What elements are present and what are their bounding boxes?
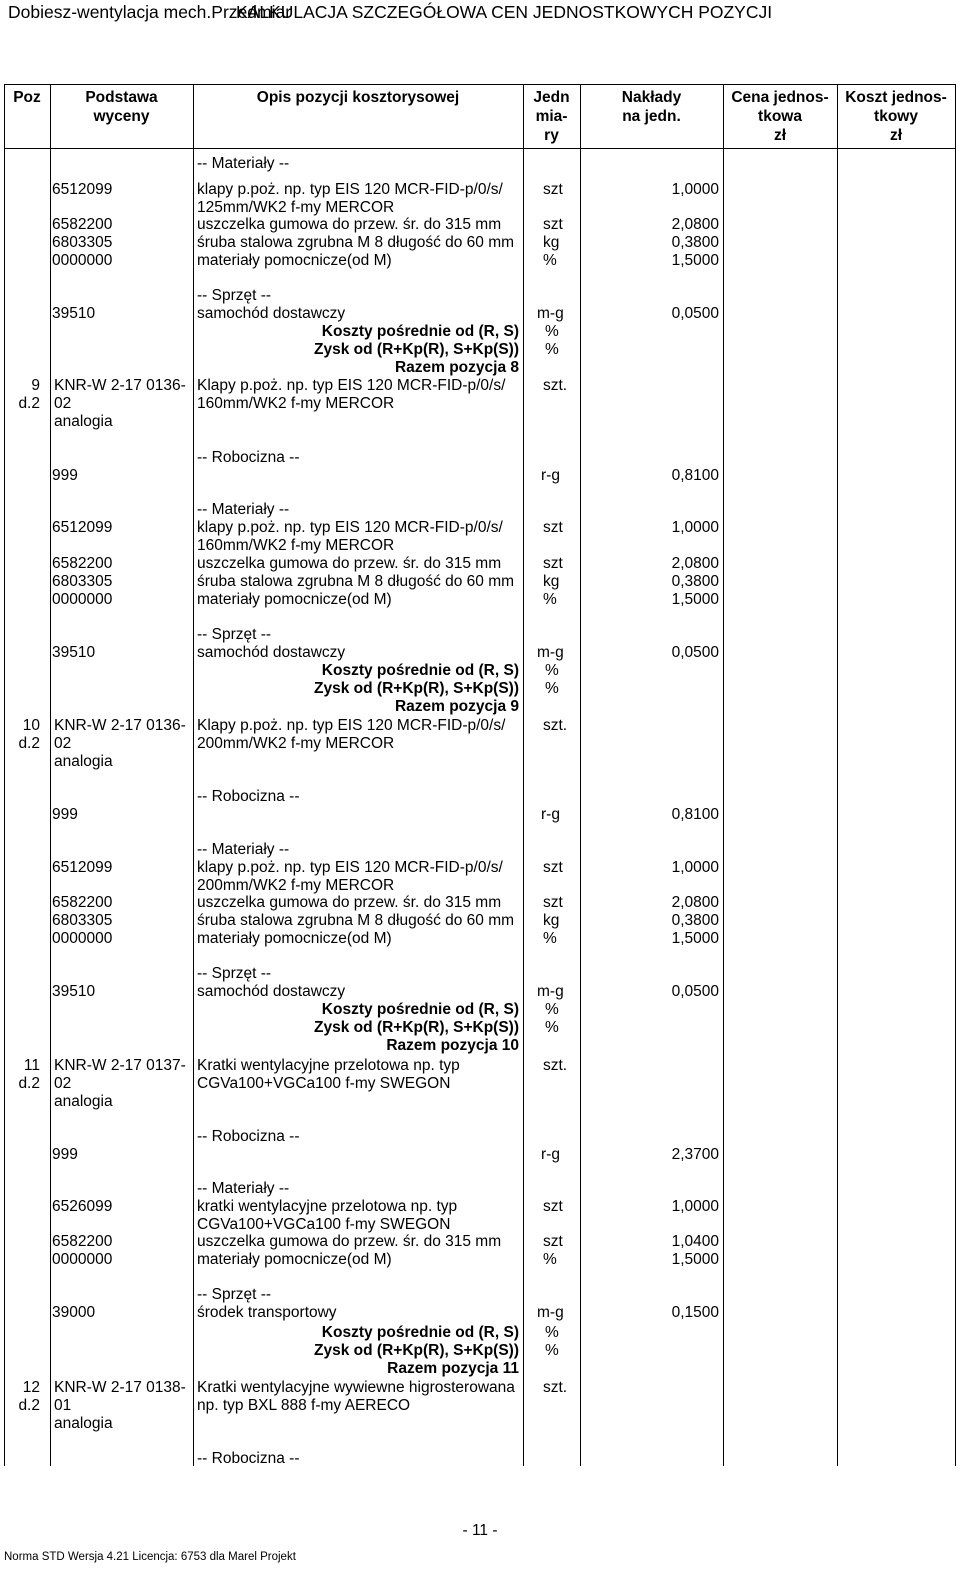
basis-code: 6526099 (52, 1198, 113, 1215)
basis-code: 6512099 (52, 859, 113, 876)
description: uszczelka gumowa do przew. śr. do 315 mm (197, 216, 502, 233)
basis-code: KNR-W 2-17 0136- (54, 717, 186, 734)
description: klapy p.poż. np. typ EIS 120 MCR-FID-p/0/s/ (197, 181, 503, 198)
basis-code: 6582200 (52, 555, 113, 572)
position-number: 9 (31, 377, 40, 394)
unit: szt. (543, 1057, 568, 1074)
quantity: 2,3700 (671, 1146, 719, 1163)
description: -- Materiały -- (197, 155, 290, 172)
description: samochód dostawczy (197, 644, 346, 661)
unit: szt. (543, 717, 568, 734)
basis-code: analogia (54, 753, 113, 770)
position-number: 10 (22, 717, 40, 734)
summary-label: Zysk od (R+Kp(R), S+Kp(S)) (314, 1019, 519, 1036)
header-bottom-border (4, 148, 956, 149)
description: Klapy p.poż. np. typ EIS 120 MCR-FID-p/0/s/ (197, 377, 506, 394)
header-jedn-line1: Jedn (533, 89, 570, 106)
unit: szt (543, 1233, 563, 1250)
description: Kratki wentylacyjne przelotowa np. typ (197, 1057, 460, 1074)
unit: % (543, 1251, 557, 1268)
description: uszczelka gumowa do przew. śr. do 315 mm (197, 1233, 502, 1250)
quantity: 1,0000 (671, 859, 719, 876)
description: środek transportowy (197, 1304, 337, 1321)
summary-label: Zysk od (R+Kp(R), S+Kp(S)) (314, 1342, 519, 1359)
unit: % (545, 1019, 559, 1036)
basis-code: KNR-W 2-17 0136- (54, 377, 186, 394)
basis-code: 6803305 (52, 234, 113, 251)
basis-code: KNR-W 2-17 0138- (54, 1379, 186, 1396)
quantity: 1,0000 (671, 181, 719, 198)
unit: m-g (537, 1304, 564, 1321)
description: -- Sprzęt -- (197, 1286, 272, 1303)
quantity: 0,0500 (671, 983, 719, 1000)
unit: % (545, 680, 559, 697)
description: uszczelka gumowa do przew. śr. do 315 mm (197, 894, 502, 911)
col-border (837, 84, 838, 1466)
summary-label: Koszty pośrednie od (R, S) (321, 662, 519, 679)
description: -- Sprzęt -- (197, 965, 272, 982)
header-podstawa-line2: wyceny (93, 108, 150, 125)
description: -- Sprzęt -- (197, 287, 272, 304)
unit: szt (543, 181, 563, 198)
unit: szt (543, 216, 563, 233)
document-title (8, 1, 773, 23)
header-jedn (523, 88, 580, 145)
description: CGVa100+VGCa100 f-my SWEGON (197, 1075, 451, 1092)
description: materiały pomocnicze(od M) (197, 252, 392, 269)
quantity: 1,5000 (671, 1251, 719, 1268)
description: śruba stalowa zgrubna M 8 długość do 60 mm (197, 912, 515, 929)
unit: kg (543, 912, 560, 929)
basis-code: 02 (54, 1075, 72, 1092)
basis-code: 6582200 (52, 1233, 113, 1250)
position-number: d.2 (18, 1075, 40, 1092)
col-border (523, 84, 524, 1466)
unit: % (543, 930, 557, 947)
quantity: 0,8100 (671, 467, 719, 484)
header-cena-line1: Cena jednos- (731, 89, 829, 106)
table-top-border (4, 84, 956, 85)
basis-code: 6803305 (52, 912, 113, 929)
header-cena-line3: zł (773, 127, 787, 144)
quantity: 0,3800 (671, 234, 719, 251)
description: 160mm/WK2 f-my MERCOR (197, 537, 395, 554)
unit: szt (543, 519, 563, 536)
position-number: d.2 (18, 735, 40, 752)
quantity: 2,0800 (671, 894, 719, 911)
description: -- Sprzęt -- (197, 626, 272, 643)
unit: szt (543, 894, 563, 911)
basis-code: 02 (54, 395, 72, 412)
col-border (723, 84, 724, 1466)
description: 160mm/WK2 f-my MERCOR (197, 395, 395, 412)
quantity: 1,0000 (671, 519, 719, 536)
page-number: - 11 - (462, 1522, 498, 1539)
basis-code: 6582200 (52, 894, 113, 911)
unit: szt (543, 555, 563, 572)
col-border (955, 84, 956, 1466)
summary-label: Razem pozycja 11 (387, 1360, 519, 1377)
quantity: 0,3800 (671, 573, 719, 590)
unit: kg (543, 573, 560, 590)
unit: % (545, 323, 559, 340)
summary-label: Koszty pośrednie od (R, S) (321, 1324, 519, 1341)
unit: m-g (537, 644, 564, 661)
basis-code: 999 (52, 806, 78, 823)
description: -- Robocizna -- (197, 1128, 300, 1145)
position-number: d.2 (18, 395, 40, 412)
description: -- Materiały -- (197, 841, 290, 858)
description: śruba stalowa zgrubna M 8 długość do 60 mm (197, 234, 515, 251)
header-jedn-line3: ry (544, 127, 559, 144)
description: materiały pomocnicze(od M) (197, 591, 392, 608)
description: -- Materiały -- (197, 501, 290, 518)
header-cena (723, 88, 837, 145)
quantity: 1,5000 (671, 930, 719, 947)
basis-code: 39510 (52, 983, 96, 1000)
basis-code: 6582200 (52, 216, 113, 233)
header-poz: Poz (13, 89, 41, 106)
unit: szt (543, 1198, 563, 1215)
header-jedn-line2: mia- (535, 108, 568, 125)
unit: r-g (541, 467, 560, 484)
basis-code: 999 (52, 467, 78, 484)
description: 200mm/WK2 f-my MERCOR (197, 735, 395, 752)
title-left: Dobiesz-wentylacja mech.Przedmiar (8, 2, 292, 22)
description: klapy p.poż. np. typ EIS 120 MCR-FID-p/0/s/ (197, 859, 503, 876)
basis-code: 0000000 (52, 591, 113, 608)
basis-code: 0000000 (52, 930, 113, 947)
basis-code: 6512099 (52, 519, 113, 536)
header-opis: Opis pozycji kosztorysowej (256, 89, 460, 106)
unit: % (545, 1001, 559, 1018)
title-right: KALKULACJA SZCZEGÓŁOWA CEN JEDNOSTKOWYCH POZYCJI (236, 2, 773, 22)
description: 200mm/WK2 f-my MERCOR (197, 877, 395, 894)
unit: % (545, 1342, 559, 1359)
description: kratki wentylacyjne przelotowa np. typ (197, 1198, 458, 1215)
unit: m-g (537, 305, 564, 322)
description: śruba stalowa zgrubna M 8 długość do 60 mm (197, 573, 515, 590)
header-naklady (580, 88, 723, 126)
quantity: 2,0800 (671, 555, 719, 572)
position-number: 12 (22, 1379, 40, 1396)
quantity: 1,0000 (671, 1198, 719, 1215)
quantity: 0,1500 (671, 1304, 719, 1321)
basis-code: 999 (52, 1146, 78, 1163)
description: Kratki wentylacyjne wywiewne higrosterowana (197, 1379, 515, 1396)
quantity: 1,0400 (671, 1233, 719, 1250)
basis-code: 39510 (52, 305, 96, 322)
quantity: 0,3800 (671, 912, 719, 929)
quantity: 0,8100 (671, 806, 719, 823)
position-number: d.2 (18, 1397, 40, 1414)
description: -- Robocizna -- (197, 449, 300, 466)
unit: m-g (537, 983, 564, 1000)
summary-label: Koszty pośrednie od (R, S) (321, 1001, 519, 1018)
basis-code: KNR-W 2-17 0137- (54, 1057, 186, 1074)
description: Klapy p.poż. np. typ EIS 120 MCR-FID-p/0/s/ (197, 717, 506, 734)
quantity: 0,0500 (671, 644, 719, 661)
basis-code: analogia (54, 413, 113, 430)
summary-label: Zysk od (R+Kp(R), S+Kp(S)) (314, 680, 519, 697)
header-koszt-line3: zł (889, 127, 903, 144)
description: np. typ BXL 888 f-my AERECO (197, 1397, 411, 1414)
description: uszczelka gumowa do przew. śr. do 315 mm (197, 555, 502, 572)
quantity: 1,5000 (671, 252, 719, 269)
description: samochód dostawczy (197, 305, 346, 322)
quantity: 2,0800 (671, 216, 719, 233)
col-border (193, 84, 194, 1466)
basis-code: 0000000 (52, 252, 113, 269)
header-koszt (837, 88, 955, 145)
unit: szt. (543, 1379, 568, 1396)
unit: r-g (541, 1146, 560, 1163)
summary-label: Razem pozycja 10 (386, 1037, 519, 1054)
basis-code: analogia (54, 1093, 113, 1110)
description: samochód dostawczy (197, 983, 346, 1000)
summary-label: Razem pozycja 8 (394, 359, 519, 376)
header-naklady-line1: Nakłady (621, 89, 682, 106)
basis-code: 6512099 (52, 181, 113, 198)
description: CGVa100+VGCa100 f-my SWEGON (197, 1216, 451, 1233)
basis-code: 02 (54, 735, 72, 752)
header-koszt-line1: Koszt jednos- (845, 89, 947, 106)
unit: % (545, 341, 559, 358)
unit: r-g (541, 806, 560, 823)
description: 125mm/WK2 f-my MERCOR (197, 199, 395, 216)
basis-code: 0000000 (52, 1251, 113, 1268)
summary-label: Razem pozycja 9 (394, 698, 519, 715)
header-podstawa (50, 88, 193, 126)
header-naklady-line2: na jedn. (622, 108, 681, 125)
description: materiały pomocnicze(od M) (197, 930, 392, 947)
unit: szt (543, 859, 563, 876)
basis-code: 39000 (52, 1304, 96, 1321)
description: -- Materiały -- (197, 1180, 290, 1197)
position-number: 11 (23, 1057, 40, 1074)
quantity: 0,0500 (671, 305, 719, 322)
col-border (50, 84, 51, 1466)
basis-code: analogia (54, 1415, 113, 1432)
quantity: 1,5000 (671, 591, 719, 608)
unit: % (543, 591, 557, 608)
unit: % (545, 662, 559, 679)
header-podstawa-line1: Podstawa (85, 89, 158, 106)
col-border (4, 84, 5, 1466)
description: klapy p.poż. np. typ EIS 120 MCR-FID-p/0/s/ (197, 519, 503, 536)
basis-code: 6803305 (52, 573, 113, 590)
basis-code: 39510 (52, 644, 96, 661)
summary-label: Zysk od (R+Kp(R), S+Kp(S)) (314, 341, 519, 358)
description: materiały pomocnicze(od M) (197, 1251, 392, 1268)
description: -- Robocizna -- (197, 788, 300, 805)
unit: % (543, 252, 557, 269)
header-koszt-line2: tkowy (874, 108, 918, 125)
basis-code: 01 (54, 1397, 72, 1414)
summary-label: Koszty pośrednie od (R, S) (321, 323, 519, 340)
unit: szt. (543, 377, 568, 394)
header-cena-line2: tkowa (758, 108, 802, 125)
unit: kg (543, 234, 560, 251)
footer-note: Norma STD Wersja 4.21 Licencja: 6753 dla Marel Projekt (4, 1551, 296, 1563)
unit: % (545, 1324, 559, 1341)
description: -- Robocizna -- (197, 1450, 300, 1467)
